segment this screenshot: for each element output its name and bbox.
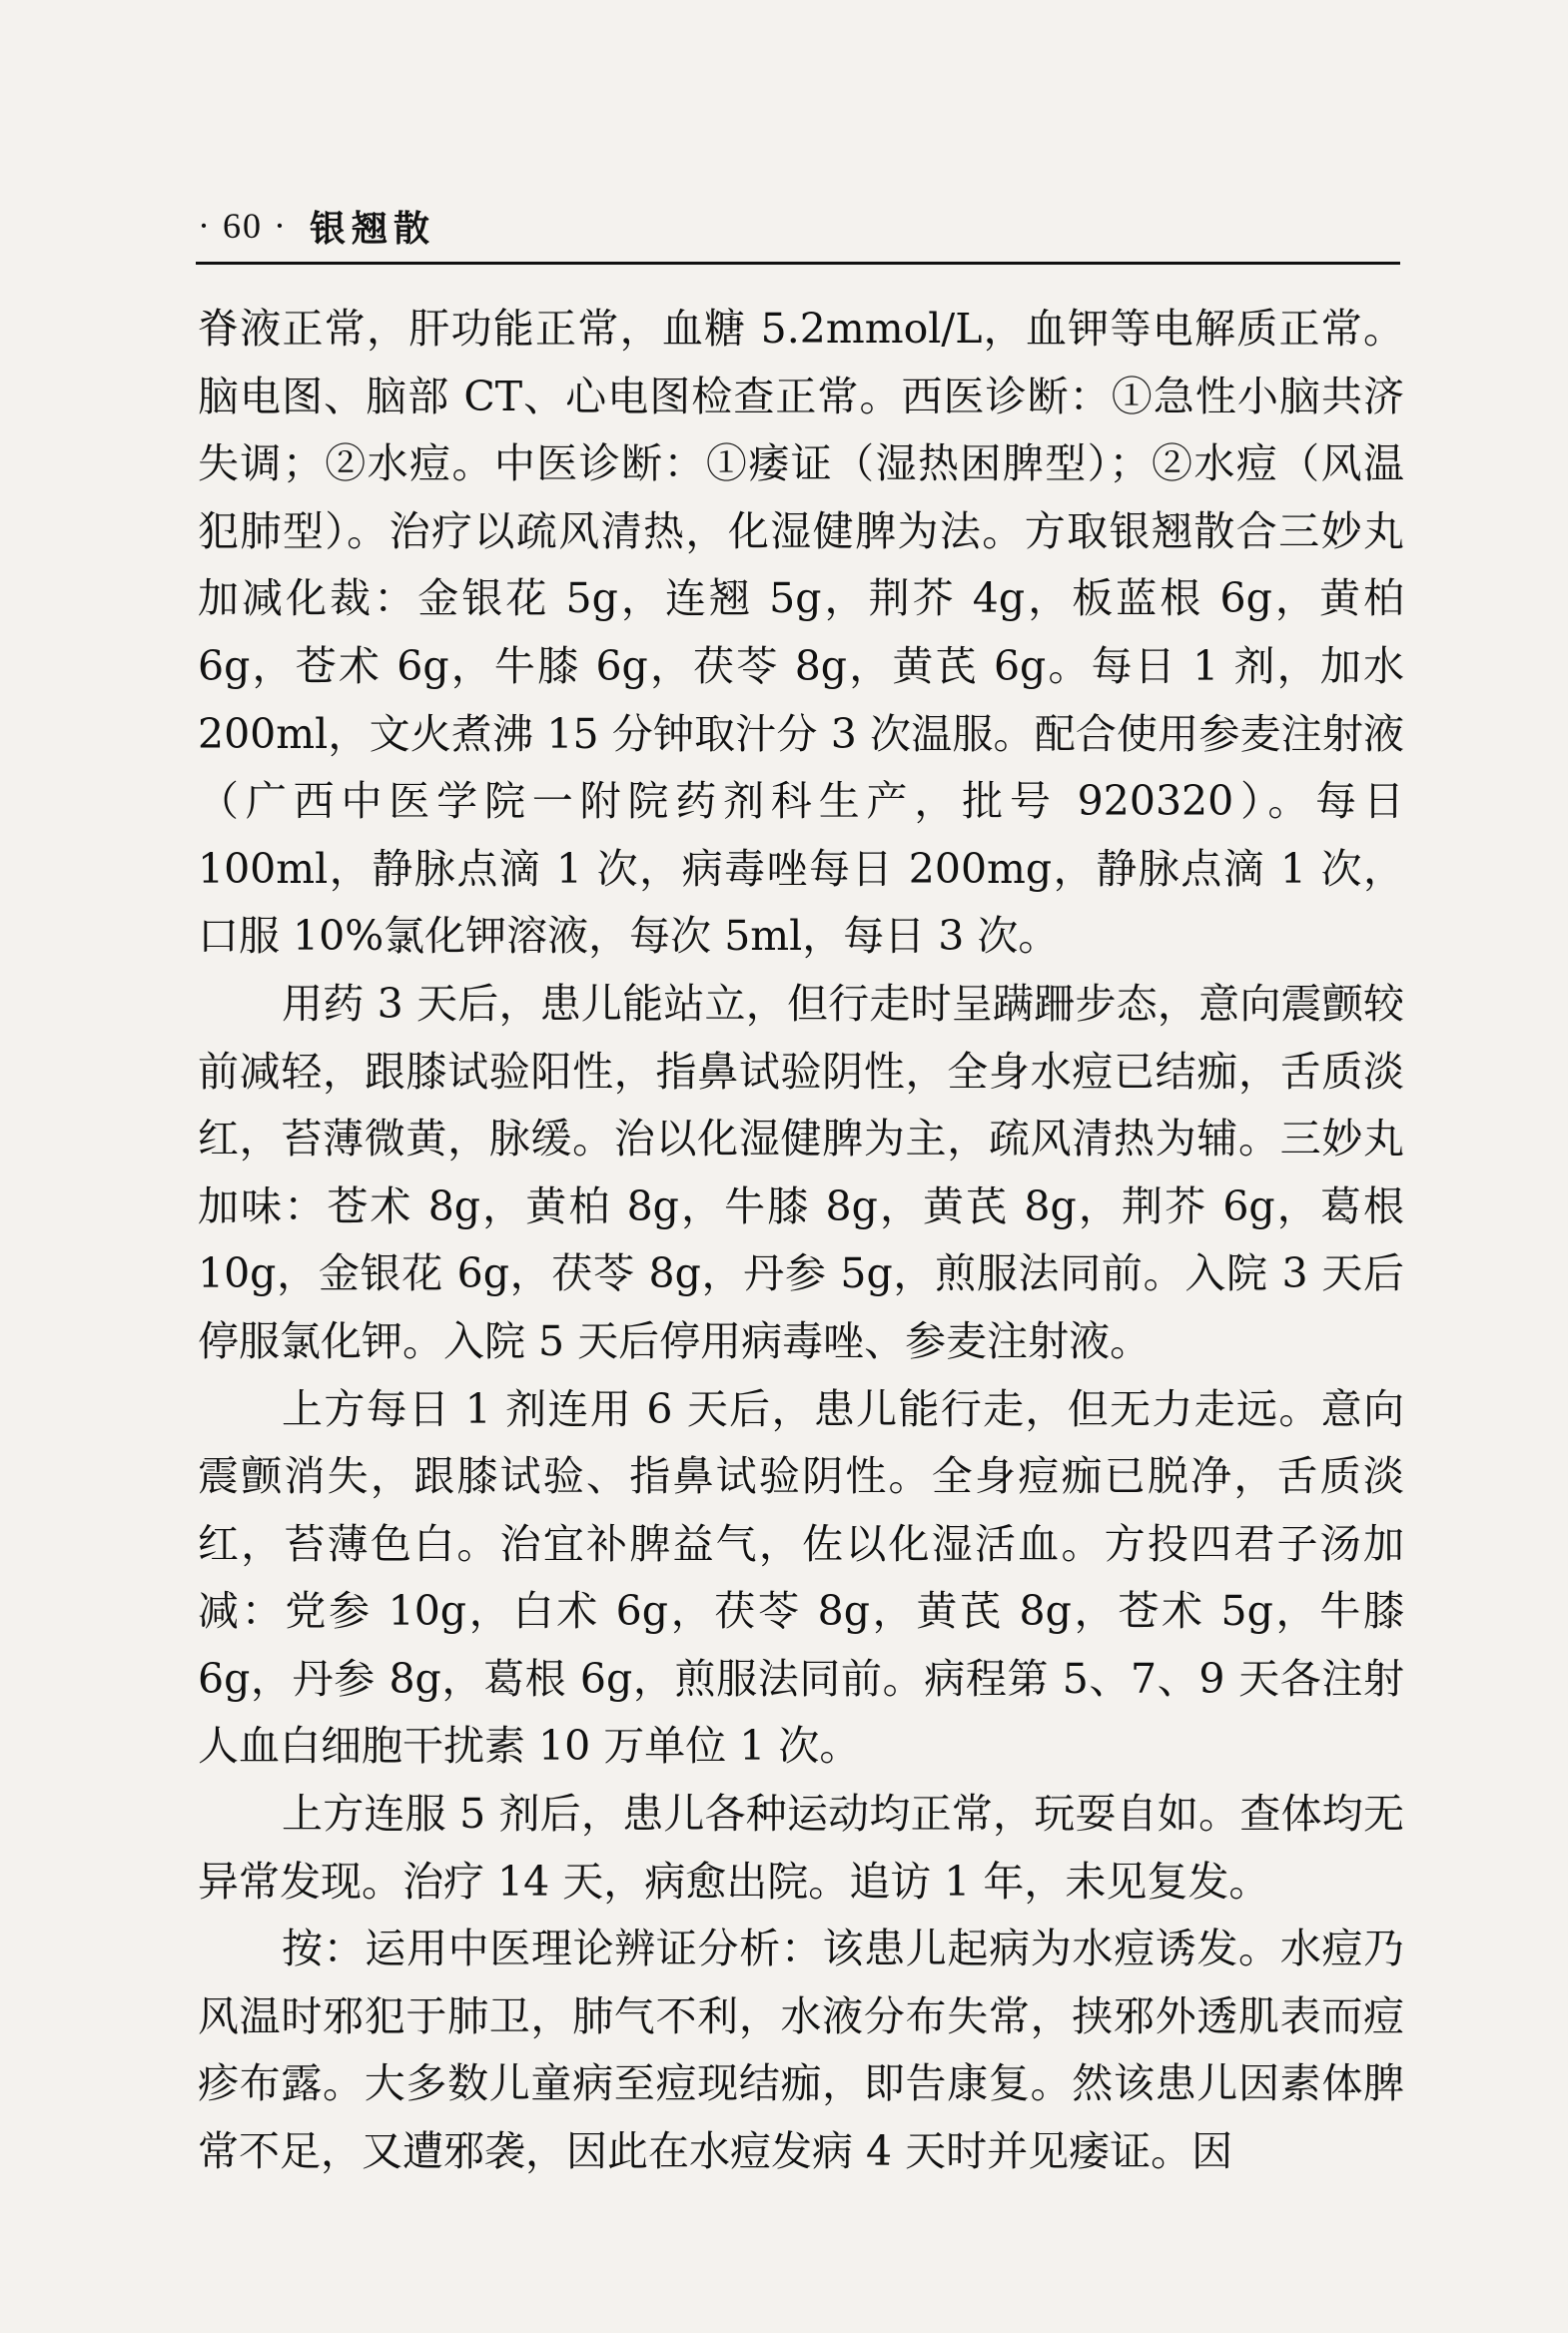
book-title: 银翘散 <box>309 207 435 250</box>
running-header <box>198 196 1396 256</box>
paragraph-3: 上方每日 1 剂连用 6 天后，患儿能行走，但无力走远。意向震颤消失，跟膝试验、指鼻试验阴性。全身痘痂已脱净，舌质淡红，苔薄色白。治宜补脾益气，佐以化湿活血。方投四君子汤加减：党参 10g，白术 6g，茯苓 8g，黄芪 8g，苍术 5g，牛膝 6g，丹参 8g，葛根 6g，煎服法同前。病程第 5、7、9 天各注射人血白细胞干扰素 10 万单位 1 次。 <box>198 1384 1404 1771</box>
paragraph-4: 上方连服 5 剂后，患儿各种运动均正常，玩耍自如。查体均无异常发现。治疗 14 天，病愈出院。追访 1 年，未见复发。 <box>198 1790 1404 1906</box>
body-text <box>198 296 1404 2186</box>
paragraph-1: 脊液正常，肝功能正常，血糖 5.2mmol/L，血钾等电解质正常。脑电图、脑部 CT、心电图检查正常。西医诊断：①急性小脑共济失调；②水痘。中医诊断：①痿证（湿热困脾型）；②水痘（风温犯肺型）。治疗以疏风清热，化湿健脾为法。方取银翘散合三妙丸加减化裁：金银花 5g，连翘 5g，荆芥 4g，板蓝根 6g，黄柏 6g，苍术 6g，牛膝 6g，茯苓 8g，黄芪 6g。每日 1 剂，加水 200ml，文火煮沸 15 分钟取汁分 3 次温服。配合使用参麦注射液（广西中医学院一附院药剂科生产，批号 920320）。每日 100ml，静脉点滴 1 次，病毒唑每日 200mg，静脉点滴 1 次，口服 10%氯化钾溶液，每次 5ml，每日 3 次。 <box>198 305 1404 961</box>
header-rule <box>196 262 1400 265</box>
paragraph-2: 用药 3 天后，患儿能站立，但行走时呈蹒跚步态，意向震颤较前减轻，跟膝试验阳性，指鼻试验阴性，全身水痘已结痂，舌质淡红，苔薄微黄，脉缓。治以化湿健脾为主，疏风清热为辅。三妙丸加味：苍术 8g，黄柏 8g，牛膝 8g，黄芪 8g，荆芥 6g，葛根 10g，金银花 6g，茯苓 8g，丹参 5g，煎服法同前。入院 3 天后停服氯化钾。入院 5 天后停用病毒唑、参麦注射液。 <box>198 979 1404 1365</box>
paragraph-5: 按：运用中医理论辨证分析：该患儿起病为水痘诱发。水痘乃风温时邪犯于肺卫，肺气不利，水液分布失常，挟邪外透肌表而痘疹布露。大多数儿童病至痘现结痂，即告康复。然该患儿因素体脾常不足，又遭邪袭，因此在水痘发病 4 天时并见痿证。因 <box>198 1925 1404 2176</box>
page-number: · 60 · <box>198 206 288 246</box>
